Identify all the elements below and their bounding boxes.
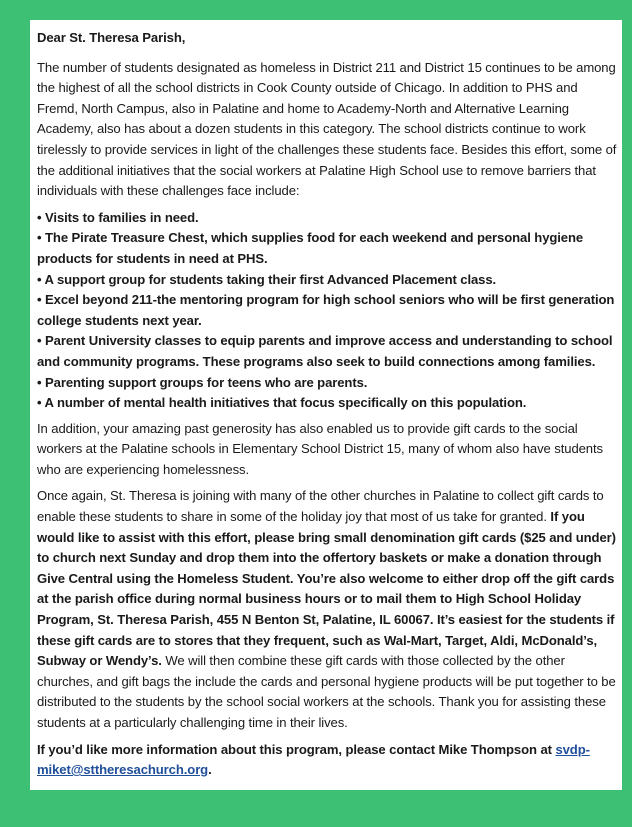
donation-instructions: If you would like to assist with this effort, please bring small denomination gift cards ($25 and under) to church next Sunday and drop them into the offertory baskets or make a donation through Give Central using the Homeless Student. You’re also welcome to either drop off the gift cards at the parish office during normal business hours or to mail them to High School Holiday Program, St. Theresa Parish, 455 N Benton St, Palatine, IL 60067. It’s easiest for the students if these gift cards are to stores that they frequent, such as Wal-Mart, Target, Aldi, McDonald’s, Subway or Wendy’s.	[37, 509, 616, 669]
gift-cards-paragraph: In addition, your amazing past generosity has also enabled us to provide gift cards to the social workers at the Palatine schools in Elementary School District 15, many of whom also have students who are experiencing homelessness.	[37, 420, 603, 477]
initiatives-list	[37, 208, 618, 414]
contact-text: If you’d like more information about this program, please contact Mike Thompson at	[37, 741, 556, 757]
list-item: • Excel beyond 211-the mentoring program for high school seniors who will be first generation college students next year.	[37, 292, 615, 328]
contact-email-link[interactable]: svdp-miket@sttheresachurch.org	[37, 741, 590, 778]
list-item: • A number of mental health initiatives that focus specifically on this population.	[37, 395, 527, 411]
list-item: • A support group for students taking their first Advanced Placement class.	[37, 271, 497, 287]
contact-period: .	[208, 762, 212, 778]
letter-body	[30, 20, 622, 790]
collection-outro: We will then combine these gift cards with those collected by the other churches, and gift bags the include the cards and personal hygiene products will be put together to be distributed to the students by the school social workers at the schools. Thank you for assisting these students at a particularly challenging time in their lives.	[37, 653, 616, 730]
salutation: Dear St. Theresa Parish,	[37, 30, 186, 45]
list-item: • Visits to families in need.	[37, 209, 199, 225]
collection-paragraph	[37, 486, 618, 733]
collection-intro: Once again, St. Theresa is joining with many of the other churches in Palatine to collect gift cards to enable these students to share in some of the holiday joy that most of us take for granted.	[37, 488, 604, 525]
intro-paragraph: The number of students designated as homeless in District 211 and District 15 continues to be among the highest of all the school districts in Cook County outside of Chicago. In addition to PHS and Fremd, North Campus, also in Palatine and home to Academy-North and Alternative Learning Academy, also has about a dozen students in this category. The school districts continue to work tirelessly to provide services in light of the challenges these students face. Besides this effort, some of the additional initiatives that the social workers at Palatine High School use to remove barriers that individuals with these challenges face include:	[37, 59, 617, 199]
contact-paragraph	[37, 740, 618, 781]
list-item: • Parenting support groups for teens who are parents.	[37, 374, 368, 390]
list-item: • The Pirate Treasure Chest, which supplies food for each weekend and personal hygiene products for students in need at PHS.	[37, 230, 584, 266]
list-item: • Parent University classes to equip parents and improve access and understanding to school and community programs. These programs also seek to build connections among families.	[37, 333, 613, 369]
